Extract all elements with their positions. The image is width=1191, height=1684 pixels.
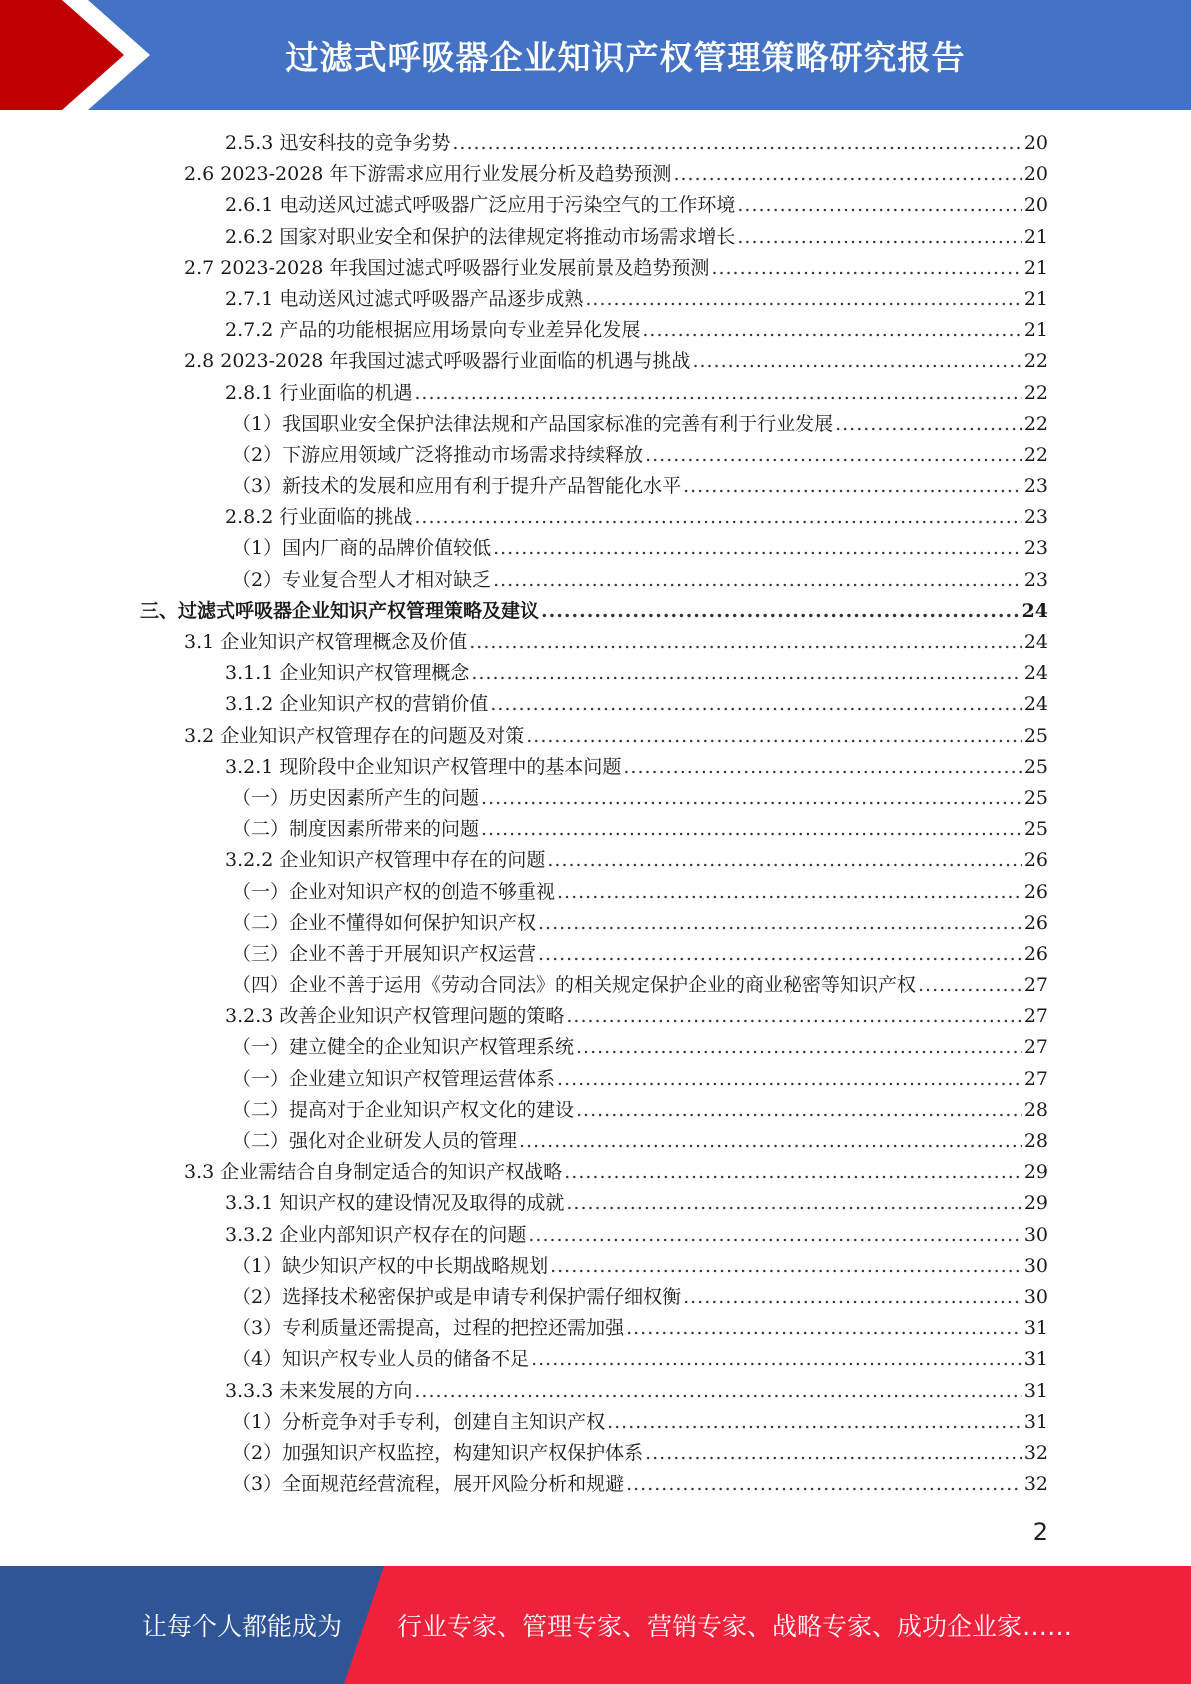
- toc-entry-page: 29: [1023, 1192, 1048, 1215]
- toc-leader-dots: [541, 596, 1020, 627]
- toc-leader-dots: [566, 1188, 1021, 1219]
- toc-leader-dots: [557, 1064, 1022, 1095]
- toc-leader-dots: [452, 128, 1021, 159]
- toc-entry-title: （四）企业不善于运用《劳动合同法》的相关规定保护企业的商业秘密等知识产权: [232, 974, 917, 997]
- toc-leader-dots: [471, 658, 1021, 689]
- toc-entry-title: 3.1.2 企业知识产权的营销价值: [225, 693, 489, 716]
- toc-entry[interactable]: [140, 284, 1048, 315]
- toc-leader-dots: [692, 346, 1021, 377]
- toc-entry-page: 21: [1023, 319, 1048, 342]
- toc-entry[interactable]: [140, 783, 1048, 814]
- toc-leader-dots: [538, 908, 1022, 939]
- toc-leader-dots: [585, 284, 1021, 315]
- toc-leader-dots: [550, 1251, 1022, 1282]
- toc-leader-dots: [469, 627, 1022, 658]
- toc-entry-title: （2）下游应用领域广泛将推动市场需求持续释放: [232, 443, 644, 466]
- toc-entry[interactable]: [140, 1282, 1048, 1313]
- toc-entry[interactable]: [140, 1438, 1048, 1469]
- toc-entry-page: 27: [1023, 974, 1048, 997]
- toc-entry[interactable]: [140, 970, 1048, 1001]
- toc-entry[interactable]: [140, 222, 1048, 253]
- toc-leader-dots: [711, 253, 1021, 284]
- toc-entry-page: 31: [1023, 1348, 1048, 1371]
- toc-entry-title: 3.1.1 企业知识产权管理概念: [225, 662, 470, 685]
- toc-entry[interactable]: [140, 939, 1048, 970]
- toc-entry[interactable]: [140, 814, 1048, 845]
- toc-entry-title: （3）新技术的发展和应用有利于提升产品智能化水平: [232, 475, 682, 498]
- toc-entry[interactable]: [140, 533, 1048, 564]
- toc-entry-title: （三）企业不善于开展知识产权运营: [232, 942, 537, 965]
- toc-leader-dots: [737, 222, 1021, 253]
- toc-leader-dots: [576, 1032, 1022, 1063]
- toc-leader-dots: [547, 845, 1021, 876]
- toc-leader-dots: [673, 159, 1021, 190]
- toc-entry-title: 3.2.1 现阶段中企业知识产权管理中的基本问题: [225, 755, 622, 778]
- toc-entry-page: 22: [1023, 412, 1048, 435]
- toc-entry-page: 24: [1023, 631, 1048, 653]
- toc-entry[interactable]: [140, 1188, 1048, 1219]
- toc-leader-dots: [645, 1438, 1022, 1469]
- toc-entry[interactable]: [140, 627, 1048, 658]
- table-of-contents: [140, 128, 1048, 1500]
- toc-entry-title: 3.2 企业知识产权管理存在的问题及对策: [184, 724, 525, 747]
- toc-entry-page: 30: [1023, 1285, 1048, 1308]
- toc-leader-dots: [493, 565, 1022, 596]
- toc-entry-title: 2.5.3 迅安科技的竞争劣势: [225, 132, 451, 154]
- toc-entry[interactable]: [140, 689, 1048, 720]
- footer-slogan-left: 让每个人都能成为: [142, 1612, 343, 1641]
- toc-entry-page: 31: [1023, 1410, 1048, 1433]
- toc-entry-page: 22: [1023, 443, 1048, 466]
- toc-leader-dots: [481, 814, 1022, 845]
- footer-banner: [0, 1566, 1191, 1684]
- toc-entry-page: 20: [1023, 194, 1048, 217]
- toc-entry[interactable]: [140, 752, 1048, 783]
- toc-entry-page: 23: [1023, 537, 1048, 560]
- toc-entry-title: （3）全面规范经营流程，展开风险分析和规避: [232, 1473, 625, 1496]
- toc-entry[interactable]: [140, 1157, 1048, 1188]
- toc-entry-title: （一）企业建立知识产权管理运营体系: [232, 1067, 556, 1090]
- toc-entry[interactable]: [140, 346, 1048, 377]
- toc-entry-page: 24: [1023, 662, 1048, 685]
- toc-entry[interactable]: [140, 471, 1048, 502]
- toc-entry-page: 20: [1023, 132, 1048, 154]
- toc-entry-page: 28: [1023, 1098, 1048, 1121]
- toc-entry-page: 30: [1023, 1223, 1048, 1246]
- toc-entry-title: （1）我国职业安全保护法律法规和产品国家标准的完善有利于行业发展: [232, 412, 834, 435]
- toc-entry[interactable]: [140, 128, 1048, 159]
- toc-entry[interactable]: [140, 1032, 1048, 1063]
- toc-entry-page: 22: [1023, 381, 1048, 404]
- toc-entry-page: 31: [1023, 1317, 1048, 1340]
- toc-entry[interactable]: [140, 1313, 1048, 1344]
- toc-entry-page: 26: [1023, 849, 1048, 872]
- toc-entry-page: 21: [1023, 225, 1048, 248]
- toc-entry-title: 2.6 2023-2028 年下游需求应用行业发展分析及趋势预测: [184, 163, 672, 186]
- toc-leader-dots: [645, 440, 1022, 471]
- toc-leader-dots: [493, 533, 1022, 564]
- toc-entry-title: 3.3.2 企业内部知识产权存在的问题: [225, 1223, 527, 1246]
- toc-entry-title: 3.2.3 改善企业知识产权管理问题的策略: [225, 1005, 565, 1028]
- toc-entry[interactable]: [140, 845, 1048, 876]
- toc-leader-dots: [490, 689, 1021, 720]
- toc-entry-page: 23: [1023, 506, 1048, 529]
- toc-leader-dots: [481, 783, 1022, 814]
- toc-entry[interactable]: [140, 1407, 1048, 1438]
- toc-entry[interactable]: [140, 721, 1048, 752]
- toc-entry-title: （2）选择技术秘密保护或是申请专利保护需仔细权衡: [232, 1285, 682, 1308]
- toc-entry-title: （二）企业不懂得如何保护知识产权: [232, 911, 537, 934]
- toc-entry[interactable]: [140, 565, 1048, 596]
- header-arrow-decoration: [0, 0, 150, 110]
- toc-entry-page: 23: [1023, 475, 1048, 498]
- header-banner: [0, 0, 1191, 110]
- toc-entry-page: 27: [1023, 1005, 1048, 1028]
- toc-entry[interactable]: [140, 409, 1048, 440]
- toc-leader-dots: [566, 1001, 1021, 1032]
- toc-entry-page: 27: [1023, 1067, 1048, 1090]
- toc-entry-title: 2.7.1 电动送风过滤式呼吸器产品逐步成熟: [225, 287, 584, 310]
- toc-entry[interactable]: [140, 1220, 1048, 1251]
- toc-entry-page: 32: [1023, 1441, 1048, 1464]
- toc-leader-dots: [642, 315, 1021, 346]
- toc-entry-page: 26: [1023, 880, 1048, 903]
- toc-leader-dots: [519, 1126, 1022, 1157]
- toc-leader-dots: [607, 1407, 1022, 1438]
- toc-entry-title: （3）专利质量还需提高，过程的把控还需加强: [232, 1317, 625, 1340]
- toc-leader-dots: [414, 378, 1021, 409]
- toc-entry[interactable]: [140, 1344, 1048, 1375]
- toc-entry-page: 21: [1023, 256, 1048, 279]
- page-number: 2: [1032, 1518, 1048, 1546]
- toc-entry-title: 3.3.1 知识产权的建设情况及取得的成就: [225, 1192, 565, 1215]
- toc-entry-title: （1）国内厂商的品牌价值较低: [232, 537, 492, 560]
- toc-entry-title: 2.7 2023-2028 年我国过滤式呼吸器行业发展前景及趋势预测: [184, 256, 710, 279]
- toc-entry[interactable]: [140, 315, 1048, 346]
- toc-leader-dots: [576, 1095, 1022, 1126]
- toc-entry[interactable]: [140, 877, 1048, 908]
- toc-leader-dots: [626, 1313, 1022, 1344]
- toc-leader-dots: [918, 970, 1022, 1001]
- toc-entry-page: 22: [1023, 350, 1048, 373]
- toc-entry-title: 2.6.2 国家对职业安全和保护的法律规定将推动市场需求增长: [225, 225, 736, 248]
- toc-entry[interactable]: [140, 1001, 1048, 1032]
- toc-entry-page: 29: [1023, 1161, 1048, 1184]
- toc-entry[interactable]: [140, 1126, 1048, 1157]
- toc-entry-title: （二）提高对于企业知识产权文化的建设: [232, 1098, 575, 1121]
- page-title: 过滤式呼吸器企业知识产权管理策略研究报告: [285, 37, 966, 77]
- toc-leader-dots: [528, 1220, 1021, 1251]
- toc-entry-title: （一）历史因素所产生的问题: [232, 786, 480, 809]
- toc-entry-title: 2.6.1 电动送风过滤式呼吸器广泛应用于污染空气的工作环境: [225, 194, 736, 217]
- toc-entry-page: 32: [1023, 1473, 1048, 1496]
- toc-entry-page: 25: [1023, 818, 1048, 841]
- toc-leader-dots: [531, 1344, 1022, 1375]
- toc-entry-title: 3.1 企业知识产权管理概念及价值: [184, 631, 468, 653]
- footer-slogan-right: 行业专家、管理专家、营销专家、战略专家、成功企业家……: [397, 1612, 1073, 1641]
- toc-entry-title: 三、过滤式呼吸器企业知识产权管理策略及建议: [140, 599, 540, 622]
- toc-entry-title: （1）分析竞争对手专利，创建自主知识产权: [232, 1410, 606, 1433]
- toc-entry-title: 2.8.1 行业面临的机遇: [225, 381, 413, 404]
- toc-entry-title: （1）缺少知识产权的中长期战略规划: [232, 1254, 549, 1277]
- toc-entry-page: 24: [1021, 599, 1048, 622]
- toc-entry-title: 2.8 2023-2028 年我国过滤式呼吸器行业面临的机遇与挑战: [184, 350, 691, 373]
- toc-leader-dots: [564, 1157, 1022, 1188]
- toc-entry-page: 25: [1023, 724, 1048, 747]
- toc-entry-title: 3.2.2 企业知识产权管理中存在的问题: [225, 849, 546, 872]
- toc-entry-title: （2）专业复合型人才相对缺乏: [232, 568, 492, 591]
- toc-entry-page: 31: [1023, 1379, 1048, 1402]
- toc-entry-title: （二）制度因素所带来的问题: [232, 818, 480, 841]
- toc-entry-title: 3.3.3 未来发展的方向: [225, 1379, 413, 1402]
- toc-entry[interactable]: [140, 253, 1048, 284]
- toc-entry-title: （一）建立健全的企业知识产权管理系统: [232, 1036, 575, 1059]
- toc-entry-page: 28: [1023, 1130, 1048, 1152]
- toc-leader-dots: [683, 471, 1022, 502]
- toc-entry[interactable]: [140, 658, 1048, 689]
- toc-leader-dots: [737, 190, 1021, 221]
- toc-entry[interactable]: [140, 908, 1048, 939]
- toc-entry[interactable]: [140, 596, 1048, 627]
- toc-entry[interactable]: [140, 1469, 1048, 1500]
- toc-entry[interactable]: [140, 440, 1048, 471]
- toc-entry-page: 30: [1023, 1254, 1048, 1277]
- toc-entry-title: （二）强化对企业研发人员的管理: [232, 1130, 518, 1152]
- toc-entry-page: 25: [1023, 755, 1048, 778]
- toc-entry[interactable]: [140, 1064, 1048, 1095]
- toc-entry[interactable]: [140, 502, 1048, 533]
- toc-entry-page: 26: [1023, 942, 1048, 965]
- toc-leader-dots: [683, 1282, 1022, 1313]
- toc-entry-page: 20: [1023, 163, 1048, 186]
- toc-entry[interactable]: [140, 1251, 1048, 1282]
- toc-leader-dots: [526, 721, 1022, 752]
- toc-entry-title: （2）加强知识产权监控，构建知识产权保护体系: [232, 1441, 644, 1464]
- toc-entry-page: 27: [1023, 1036, 1048, 1059]
- toc-entry[interactable]: [140, 378, 1048, 409]
- toc-leader-dots: [538, 939, 1022, 970]
- toc-entry[interactable]: [140, 190, 1048, 221]
- toc-entry[interactable]: [140, 1095, 1048, 1126]
- toc-leader-dots: [626, 1469, 1022, 1500]
- toc-entry-page: 26: [1023, 911, 1048, 934]
- toc-entry-title: （一）企业对知识产权的创造不够重视: [232, 880, 556, 903]
- toc-entry-title: 3.3 企业需结合自身制定适合的知识产权战略: [184, 1161, 563, 1184]
- toc-entry-page: 21: [1023, 287, 1048, 310]
- toc-leader-dots: [835, 409, 1022, 440]
- toc-entry-page: 23: [1023, 568, 1048, 591]
- toc-entry-title: 2.7.2 产品的功能根据应用场景向专业差异化发展: [225, 319, 641, 342]
- toc-entry-title: （4）知识产权专业人员的储备不足: [232, 1348, 530, 1371]
- toc-entry-page: 25: [1023, 786, 1048, 809]
- toc-entry[interactable]: [140, 1376, 1048, 1407]
- toc-entry[interactable]: [140, 159, 1048, 190]
- toc-entry-title: 2.8.2 行业面临的挑战: [225, 506, 413, 529]
- toc-leader-dots: [414, 502, 1021, 533]
- toc-leader-dots: [414, 1376, 1021, 1407]
- toc-entry-page: 24: [1023, 693, 1048, 716]
- toc-leader-dots: [623, 752, 1021, 783]
- toc-leader-dots: [557, 877, 1022, 908]
